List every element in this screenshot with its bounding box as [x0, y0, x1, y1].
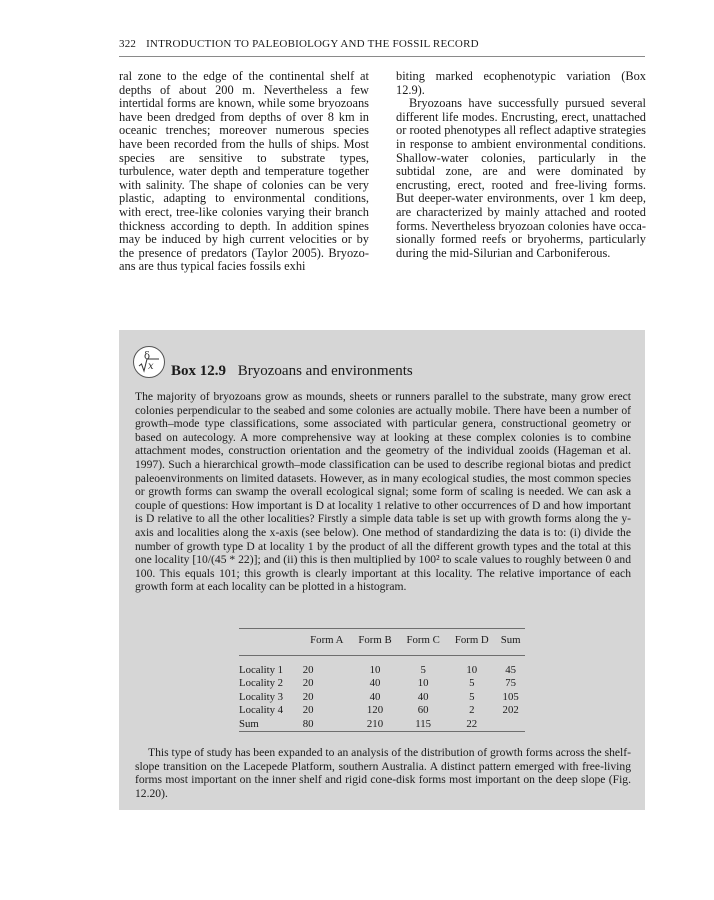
table-row — [239, 691, 525, 704]
table-cell: 2 — [469, 704, 475, 717]
table-header-cell: Form C — [406, 634, 440, 646]
table-cell: Locality 2 — [239, 677, 284, 690]
table-cell: 10 — [417, 677, 429, 690]
table-header-row — [239, 629, 525, 656]
table-cell: Locality 4 — [239, 704, 284, 717]
table-cell: 75 — [505, 677, 517, 690]
table-cell: 40 — [369, 690, 381, 703]
table-cell: 210 — [366, 717, 384, 730]
table-cell: 80 — [302, 717, 314, 730]
table-header-cell: Sum — [500, 634, 521, 646]
page-number: 322 — [119, 38, 137, 50]
table-header-cell: Form D — [454, 634, 489, 646]
running-title: INTRODUCTION TO PALEOBIOLOGY AND THE FOSSIL RECORD — [146, 38, 479, 50]
delta-sqrt-x-math-icon — [133, 346, 165, 378]
running-head — [119, 38, 645, 57]
right-column-continued-text: biting marked ecophenotypic variation (Box 12.9). — [396, 69, 646, 97]
table-cell: 40 — [417, 690, 429, 703]
table-header-cell: Form A — [310, 634, 344, 646]
table-cell: 120 — [366, 704, 384, 717]
left-column-text: ral zone to the edge of the continental shelf at depths of about 200 m. Nevertheless a few intertidal forms are known, while some bryozoans have been dredged from depths of over 8 km in oceanic trenches; moreover numerous species have been recorded from the hulls of ships. Most species are sensitive to substrate types, turbulence, water depth and temperature together with salinity. The shape of colonies can be very plastic, adapting to environmental conditions, with erect, tree-like colonies varying their branch thickness according to depth. In addition spines may be induced by high current velocities or by the presence of predators (Taylor 2005). Bryozoans are thus typical facies fossils exhi — [119, 69, 369, 274]
table-header-cell — [239, 629, 303, 656]
table-cell: 20 — [302, 704, 314, 717]
table-row — [239, 704, 525, 717]
table-cell: 60 — [417, 704, 429, 717]
box-heading: Bryozoans and environments — [237, 363, 413, 379]
box-12-9 — [119, 330, 645, 810]
table-cell: 22 — [466, 717, 478, 730]
box-body-text: The majority of bryozoans grow as mounds, sheets or runners parallel to the substrate, many grow erect colonies perpendicular to the seabed and some colonies are actually mobile. There have been a number of growth–mode type classifications, some associated with particular genera, constructional geometry or based on autecology. A more comprehensive way at looking at these complex colonies is to combine attachment modes, construction orientation and the geometry of the individual zooids (Hageman et al. 1997). Such a hierarchical growth–mode classification can be used to describe regional biotas and predict paleoenvironments on limited datasets. However, as in many ecological studies, the most common species or growth forms can swamp the overall ecological signal; some form of scaling is needed. We can ask a couple of questions: How important is D at locality 1 relative to other occurrences of D and how important is D relative to all the other localities? Firstly a simple data table is set up with growth forms along the y-axis and localities along the x-axis (see below). One method of standardizing the data is to: (i) divide the number of growth type D at locality 1 by the product of all the different growth types and the total at this one locality [10/(45 * 22)]; and (ii) this is then multiplied by 100² to scale values to roughly between 0 and 100. This equals 101; this growth is clearly important at this locality. The relative importance of each growth form at each locality can be plotted in a histogram. — [135, 390, 631, 594]
table-cell: 45 — [505, 664, 517, 676]
table-cell: 5 — [420, 664, 426, 676]
table-cell: 5 — [469, 677, 475, 690]
table-cell: 20 — [302, 677, 314, 690]
table-header-cell: Form B — [358, 634, 392, 646]
table-cell: 105 — [502, 690, 519, 703]
table-row — [239, 677, 525, 690]
table-cell: 202 — [502, 704, 519, 717]
table-cell: Locality 1 — [239, 664, 284, 676]
right-column — [396, 70, 646, 260]
table-row — [239, 718, 525, 732]
table-cell — [496, 718, 525, 732]
left-column — [119, 70, 369, 274]
box-number: Box 12.9 — [171, 363, 227, 379]
box-body — [135, 390, 631, 594]
table-row — [239, 656, 525, 678]
right-column-paragraph: Bryozoans have successfully pursued several different life modes. Encrusting, erect, unattached or rooted phenotypes all reflect adaptive strategies in response to ambient environmental conditions. Shallow-water colonies, particularly in the subtidal zone, are and were dominated by encrusting, erect, rooted and free-living forms. But deeper-water environments, over 1 km deep, are characterized by mainly attached and rooted forms. Nevertheless bryozoan colonies have occasionally formed reefs or bryoherms, particularly during the mid-Silurian and Carboniferous. — [396, 96, 646, 260]
table-cell: 20 — [302, 664, 314, 676]
table-cell: 40 — [369, 677, 381, 690]
table-cell: Locality 3 — [239, 690, 284, 703]
svg-text:x: x — [148, 361, 154, 372]
box-title — [171, 363, 413, 380]
table-cell: 115 — [415, 717, 432, 730]
table-cell: Sum — [239, 717, 259, 730]
table-cell: 10 — [466, 664, 478, 676]
box-footer-text: This type of study has been expanded to an analysis of the distribution of growth forms across the shelf-slope transition on the Lacepede Platform, southern Australia. A distinct pattern emerged with free-living forms most important on the inner shelf and rigid cone-disk forms most important on the deep slope (Fig. 12.20). — [135, 746, 631, 800]
table-cell: 5 — [469, 690, 475, 703]
svg-text:δ: δ — [144, 351, 151, 362]
growth-form-table — [239, 628, 525, 732]
table-cell: 20 — [302, 690, 314, 703]
table-cell: 10 — [369, 664, 381, 676]
